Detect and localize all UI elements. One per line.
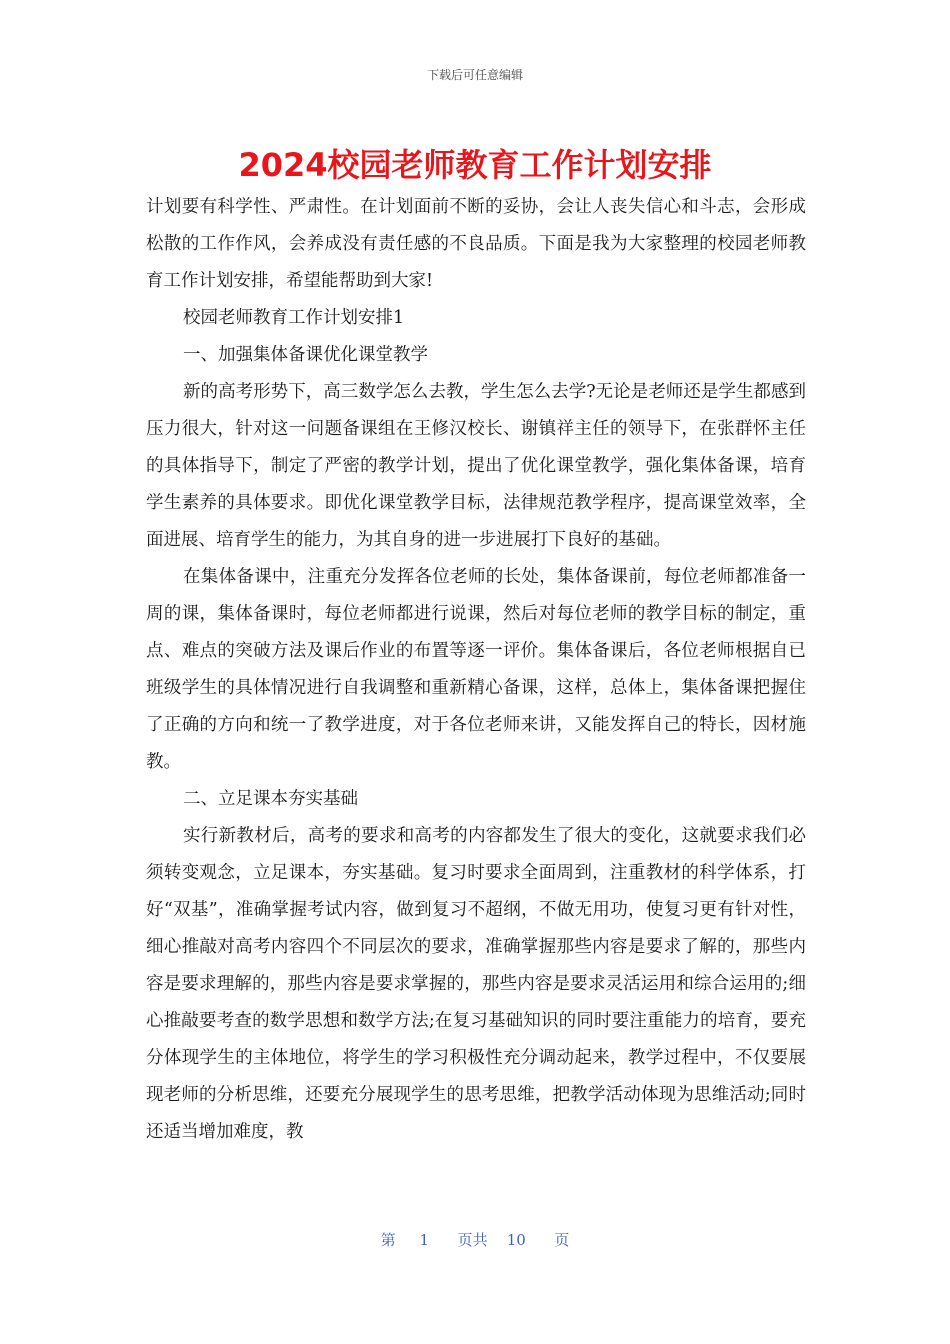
footer-label-page: 第: [380, 1231, 396, 1249]
footer-label-pages: 页: [554, 1231, 570, 1249]
page-footer: [0, 1229, 950, 1250]
header-note: 下载后可任意编辑: [426, 68, 523, 82]
section-1-paragraph-2: 在集体备课中，注重充分发挥各位老师的长处，集体备课前，每位老师都准备一周的课，集体备课时，每位老师都进行说课，然后对每位老师的教学目标的制定，重点、难点的突破方法及课后作业的布置等逐一评价。集体备课后，各位老师根据自已班级学生的具体情况进行自我调整和重新精心备课，这样，总体上，集体备课把握住了正确的方向和统一了教学进度，对于各位老师来讲，又能发挥自己的特长，因材施教。: [146, 567, 806, 772]
intro-paragraph: 计划要有科学性、严肃性。在计划面前不断的妥协，会让人丧失信心和斗志，会形成松散的工作作风，会养成没有责任感的不良品质。下面是我为大家整理的校园老师教育工作计划安排，希望能帮助到大家!: [146, 197, 806, 291]
document-body: [146, 189, 806, 1151]
footer-total-pages: 10: [506, 1231, 526, 1249]
footer-page-number: 1: [419, 1231, 429, 1249]
section-1-paragraph-1: 新的高考形势下，高三数学怎么去教，学生怎么去学?无论是老师还是学生都感到压力很大，针对这一问题备课组在王修汉校长、谢镇祥主任的领导下，在张群怀主任的具体指导下，制定了严密的教学计划，提出了优化课堂教学，强化集体备课，培育学生素养的具体要求。即优化课堂教学目标，法律规范教学程序，提高课堂效率，全面进展、培育学生的能力，为其自身的进一步进展打下良好的基础。: [146, 382, 806, 550]
section-heading-2: 二、立足课本夯实基础: [183, 789, 358, 809]
plan-title: 校园老师教育工作计划安排1: [183, 308, 405, 328]
document-title: 2024校园老师教育工作计划安排: [238, 146, 712, 184]
section-heading-1: 一、加强集体备课优化课堂教学: [183, 345, 428, 365]
section-2-paragraph-1: 实行新教材后，高考的要求和高考的内容都发生了很大的变化，这就要求我们必须转变观念，立足课本，夯实基础。复习时要求全面周到，注重教材的科学体系，打好“双基”，准确掌握考试内容，做到复习不超纲，不做无用功，使复习更有针对性，细心推敲对高考内容四个不同层次的要求，准确掌握那些内容是要求了解的，那些内容是要求理解的，那些内容是要求掌握的，那些内容是要求灵活运用和综合运用的;细心推敲要考查的数学思想和数学方法;在复习基础知识的同时要注重能力的培育，要充分体现学生的主体地位，将学生的学习积极性充分调动起来，教学过程中，不仅要展现老师的分析思维，还要充分展现学生的思考思维，把教学活动体现为思维活动;同时还适当增加难度，教: [146, 826, 806, 1142]
footer-label-of: 页共: [457, 1231, 488, 1249]
